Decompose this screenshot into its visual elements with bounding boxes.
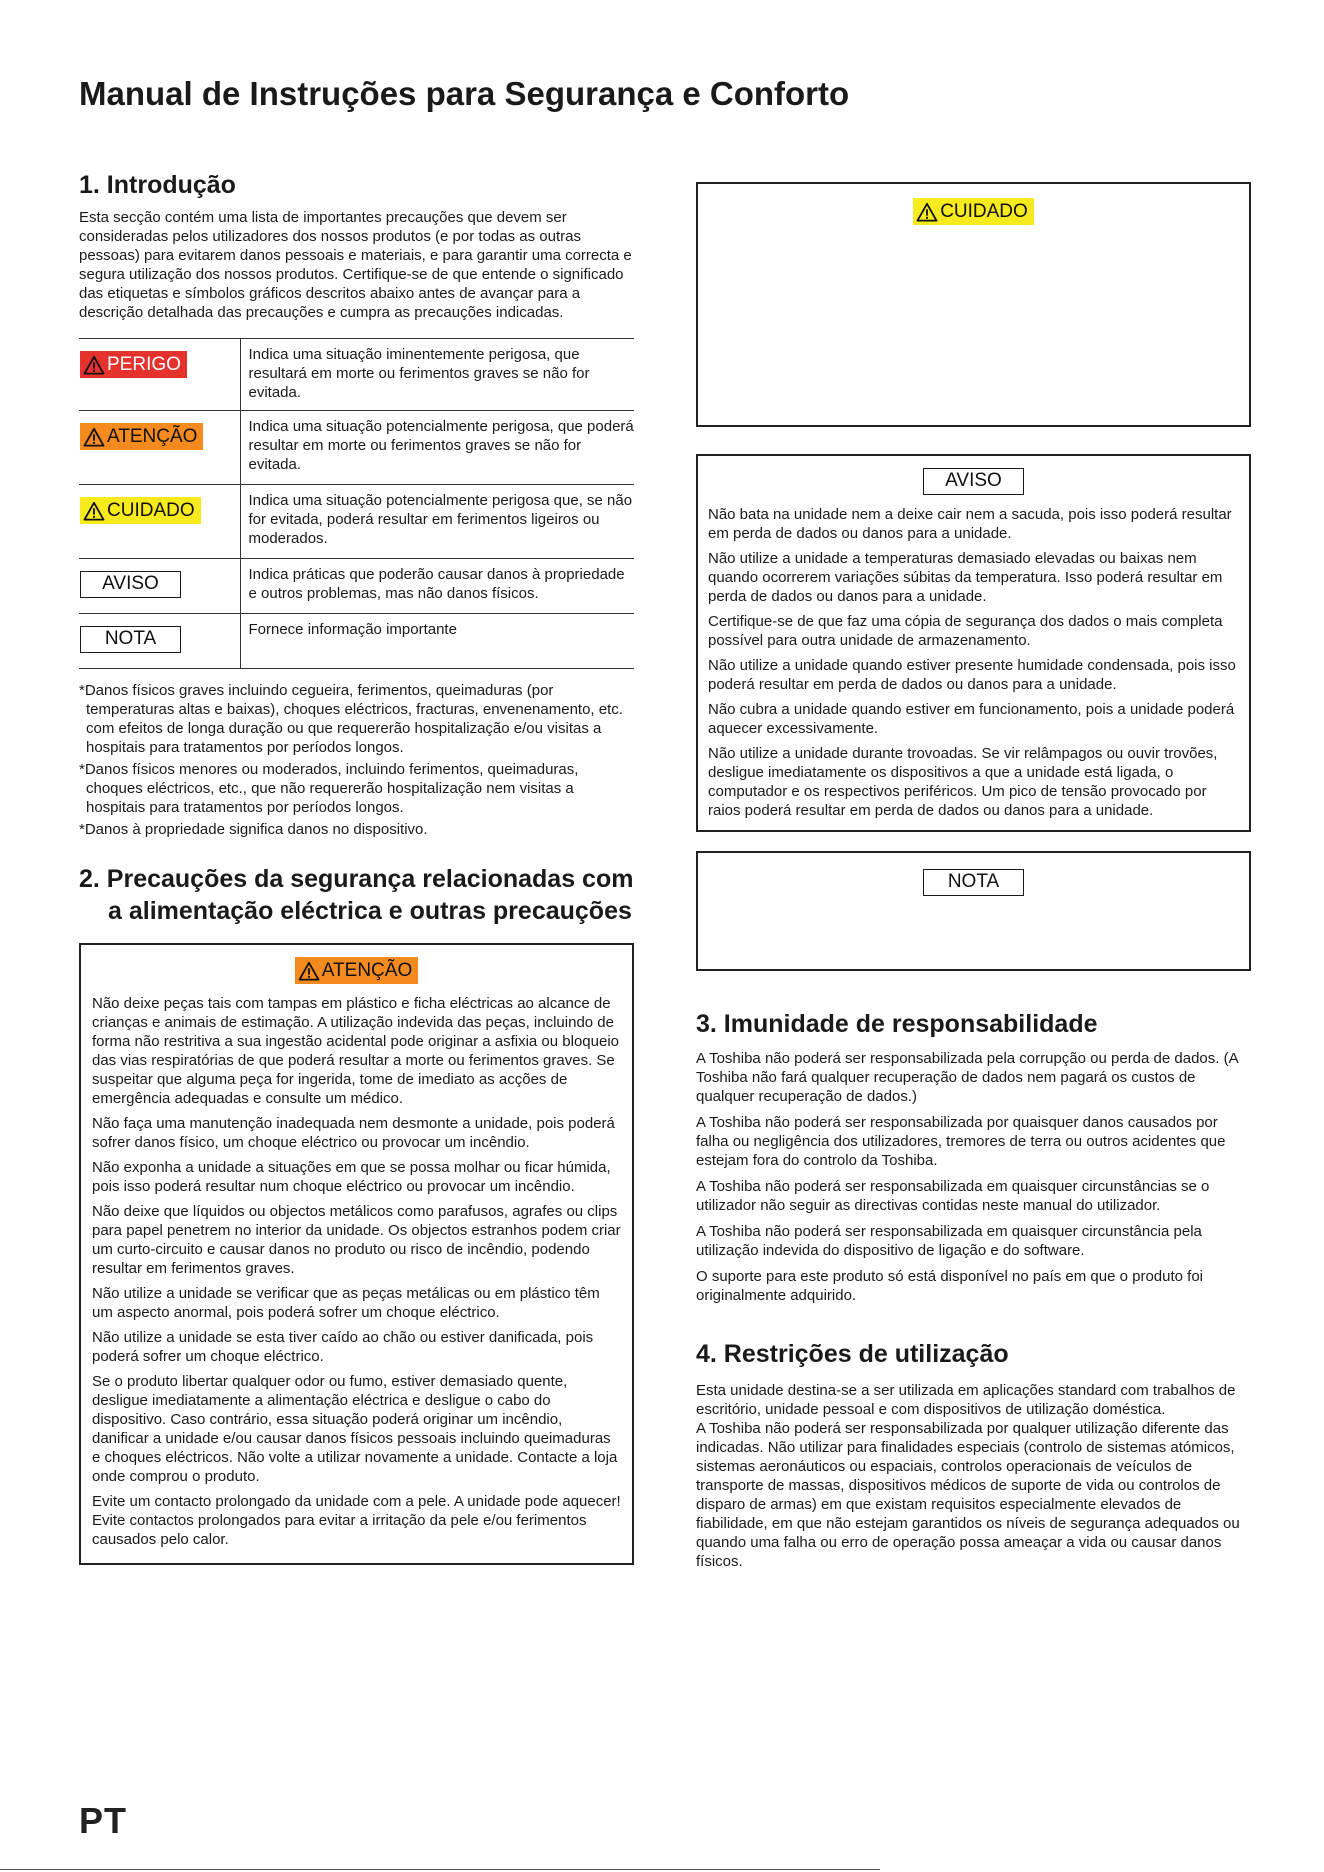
legend-row-caution	[79, 485, 634, 559]
warning-label	[295, 957, 418, 984]
warning-triangle-icon	[83, 427, 105, 447]
warning-paragraph: Não deixe peças tais com tampas em plástico e ficha eléctricas ao alcance de crianças e animais de estimação. A utilização indevida das peças, incluindo de forma não restritiva a sua ingestão acidental pode originar a asfixia ou bloqueio das vias respiratórias de que poderá resultar a morte ou ferimentos graves. Se suspeitar que alguma peça for ingerida, tome de imediato as acções de emergência adequadas e consulte um médico.	[92, 994, 619, 1107]
footnotes	[79, 681, 634, 839]
footnote: *Danos físicos graves incluindo cegueira, ferimentos, queimaduras (por temperaturas altas e baixas), choques eléctricos, fracturas, envenenamento, etc. com efeitos de longa duração ou que requererão hospitalização e/ou visitas a hospitais para tratamentos por períodos longos.	[79, 682, 623, 756]
warning-paragraph: Evite um contacto prolongado da unidade com a pele. A unidade pode aquecer! Evite contactos prolongados para evitar a irritação da pele e/ou ferimentos causados pelo calor.	[92, 1492, 621, 1548]
liability-paragraph: A Toshiba não poderá ser responsabilizada por quaisquer danos causados por falha ou negligência dos utilizadores, tremores de terra ou outros acidentes que estejam fora do controlo da Toshiba.	[696, 1114, 1226, 1169]
danger-label-text: PERIGO	[107, 354, 181, 375]
liability-paragraph: A Toshiba não poderá ser responsabilizada em quaisquer circunstâncias se o utilizador não seguir as directivas contidas neste manual do utilizador.	[696, 1178, 1210, 1214]
caution-label	[80, 497, 201, 524]
warning-paragraph: Se o produto libertar qualquer odor ou fumo, estiver demasiado quente, desligue imediatamente a alimentação eléctrica e desligue o cabo do dispositivo. Caso contrário, essa situação poderá originar um incêndio, danificar a unidade e/ou causar danos físicos pessoais incluindo queimaduras e choques eléctricos. Não volte a utilizar novamente a unidade. Contacte a loja onde comprou o produto.	[92, 1372, 618, 1485]
warning-triangle-icon	[916, 202, 938, 222]
footnote: *Danos à propriedade significa danos no dispositivo.	[79, 821, 428, 838]
notice-label: AVISO	[80, 571, 181, 598]
legend-description: Indica práticas que poderão causar danos à propriedade e outros problemas, mas não danos físicos.	[240, 559, 634, 614]
notice-paragraph: Não utilize a unidade durante trovoadas. Se vir relâmpagos ou ouvir trovões, desligue imediatamente os dispositivos a que a unidade está ligada, o computador e os respectivos periféricos. Um pico de tensão provocado por raios poderá resultar em perda de dados ou danos para a unidade.	[708, 745, 1218, 819]
warning-box	[79, 943, 634, 1565]
caution-label-text: CUIDADO	[107, 500, 195, 521]
footer-rule	[0, 1869, 880, 1870]
caution-box	[696, 182, 1251, 427]
warning-label-text: ATENÇÃO	[107, 426, 198, 447]
liability-paragraph: A Toshiba não poderá ser responsabilizada em quaisquer circunstância pela utilização indevida do dispositivo de ligação e do software.	[696, 1223, 1202, 1259]
right-column	[696, 182, 1251, 1571]
language-page-label: PT	[79, 1800, 128, 1841]
warning-paragraph: Não utilize a unidade se verificar que as peças metálicas ou em plástico têm um aspecto anormal, pois poderá sofrer um choque eléctrico.	[92, 1284, 600, 1321]
legend-row-danger	[79, 339, 634, 411]
notice-paragraph: Não utilize a unidade a temperaturas demasiado elevadas ou baixas nem quando ocorrerem variações súbitas da temperatura. Isso poderá resultar em perda de dados ou danos para a unidade.	[708, 550, 1223, 605]
warning-paragraph: Não exponha a unidade a situações em que se possa molhar ou ficar húmida, pois isso poderá resultar num choque eléctrico ou provocar um incêndio.	[92, 1158, 611, 1195]
intro-heading: 1. Introdução	[79, 171, 236, 199]
warning-label-text: ATENÇÃO	[321, 960, 413, 981]
warning-paragraph: Não utilize a unidade se esta tiver caído ao chão ou estiver danificada, pois poderá sofrer um choque eléctrico.	[92, 1328, 594, 1365]
liability-body	[696, 1049, 1251, 1305]
liability-paragraph: A Toshiba não poderá ser responsabilizada pela corrupção ou perda de dados. (A Toshiba não fará qualquer recuperação de dados nem pagará os custos de qualquer recuperação de dados.)	[696, 1050, 1238, 1105]
power-safety-heading: 2. Precauções da segurança relacionadas com a alimentação eléctrica e outras precauções	[79, 865, 634, 925]
restrictions-paragraph: Esta unidade destina-se a ser utilizada em aplicações standard com trabalhos de escritório, unidade pessoal e com dispositivos de utilização doméstica.	[696, 1382, 1236, 1418]
restrictions-body	[696, 1381, 1251, 1571]
liability-heading: 3. Imunidade de responsabilidade	[696, 1010, 1098, 1038]
liability-paragraph: O suporte para este produto só está disponível no país em que o produto foi originalmente adquirido.	[696, 1268, 1203, 1304]
legend-row-warning	[79, 411, 634, 485]
warning-triangle-icon	[83, 355, 105, 375]
note-label: NOTA	[80, 626, 181, 653]
notice-paragraph: Não cubra a unidade quando estiver em funcionamento, pois a unidade poderá aquecer excessivamente.	[708, 701, 1235, 737]
warning-paragraph: Não deixe que líquidos ou objectos metálicos como parafusos, agrafes ou clips para papel penetrem no interior da unidade. Os objectos estranhos podem criar um curto-circuito e causar danos no produto ou risco de incêndio, podendo resultar em ferimentos graves.	[92, 1202, 621, 1277]
danger-label	[80, 351, 187, 378]
caution-label	[913, 198, 1034, 225]
notice-label: AVISO	[923, 468, 1024, 495]
symbol-legend-table	[79, 338, 634, 669]
restrictions-heading: 4. Restrições de utilização	[696, 1340, 1009, 1368]
page-title: Manual de Instruções para Segurança e Conforto	[79, 75, 850, 112]
notice-box	[696, 454, 1251, 832]
legend-description: Fornece informação importante	[240, 614, 634, 669]
warning-triangle-icon	[298, 961, 320, 981]
left-column	[79, 170, 634, 1565]
warning-label	[80, 423, 203, 450]
legend-row-note	[79, 614, 634, 669]
note-box	[696, 851, 1251, 971]
restrictions-paragraph: A Toshiba não poderá ser responsabilizada por qualquer utilização diferente das indicadas. Não utilizar para finalidades especiais (controlo de sistemas atómicos, sistemas aeronáuticos ou espaciais, controlos operacionais de veículos de transporte de massas, dispositivos médicos de suporte de vida ou controlos de disparo de armas) em que existam requisitos especialmente elevados de fiabilidade, em que não estejam garantidos os níveis de segurança adequados ou quando uma falha ou erro de operação possa ameaçar a vida ou causar danos físicos.	[696, 1420, 1240, 1570]
footnote: *Danos físicos menores ou moderados, incluindo ferimentos, queimaduras, choques eléctricos, etc., que não requererão hospitalização nem visitas a hospitais para tratamentos por períodos longos.	[79, 761, 579, 816]
warning-triangle-icon	[83, 501, 105, 521]
legend-description: Indica uma situação potencialmente perigosa, que poderá resultar em morte ou ferimentos graves se não for evitada.	[240, 411, 634, 485]
caution-label-text: CUIDADO	[940, 201, 1028, 222]
legend-description: Indica uma situação potencialmente perigosa que, se não for evitada, poderá resultar em ferimentos ligeiros ou moderados.	[240, 485, 634, 559]
legend-row-notice	[79, 559, 634, 614]
notice-paragraph: Certifique-se de que faz uma cópia de segurança dos dados o mais completa possível para outra unidade de armazenamento.	[708, 613, 1223, 649]
warning-paragraph: Não faça uma manutenção inadequada nem desmonte a unidade, pois poderá sofrer danos físico, um choque eléctrico ou provocar um incêndio.	[92, 1114, 615, 1151]
notice-paragraph: Não bata na unidade nem a deixe cair nem a sacuda, pois isso poderá resultar em perda de dados ou danos para a unidade.	[708, 506, 1232, 542]
intro-text: Esta secção contém uma lista de importantes precauções que devem ser consideradas pelos utilizadores dos nossos produtos (e por todas as outras pessoas) para evitarem danos pessoais e materiais, e para garantir uma correcta e segura utilização dos nossos produtos. Certifique-se de que entende o significado das etiquetas e símbolos gráficos descritos abaixo antes de avançar para a descrição detalhada das precauções e cumpra as precauções indicadas.	[79, 209, 632, 321]
note-label: NOTA	[923, 869, 1024, 896]
notice-paragraph: Não utilize a unidade quando estiver presente humidade condensada, pois isso poderá resultar em perda de dados ou danos para a unidade.	[708, 657, 1236, 693]
legend-description: Indica uma situação iminentemente perigosa, que resultará em morte ou ferimentos graves se não for evitada.	[240, 339, 634, 411]
